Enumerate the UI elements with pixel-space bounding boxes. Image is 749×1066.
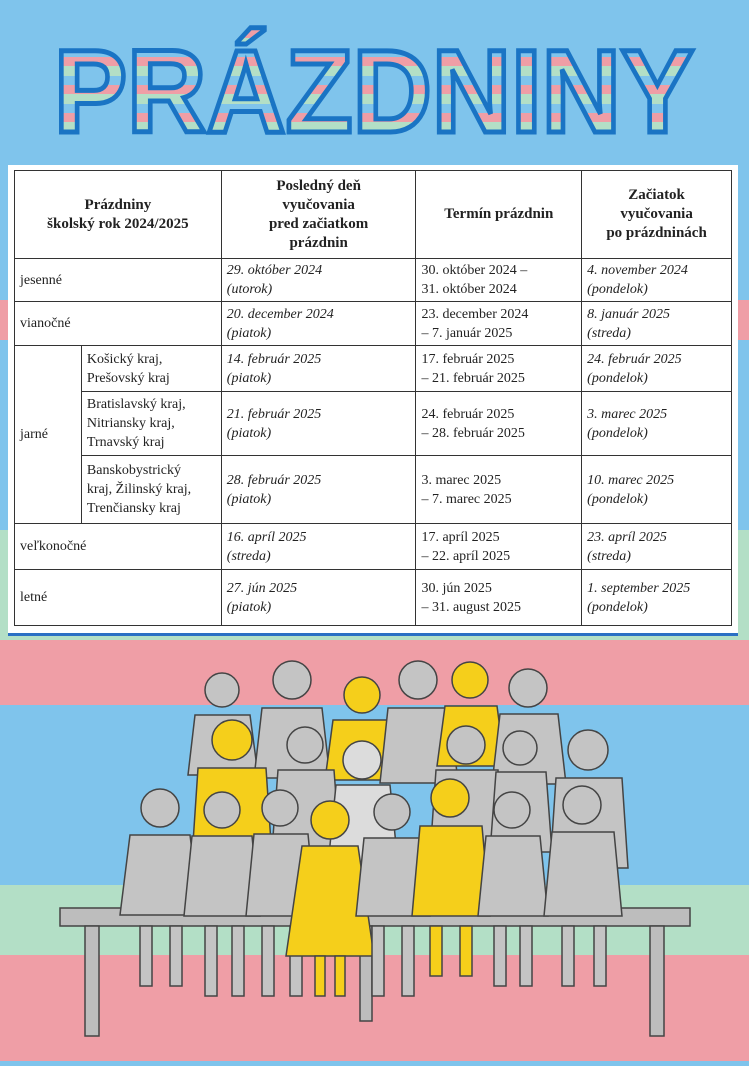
table-header-row [15,171,732,259]
term-cell: 23. december 2024 – 7. január 2025 [416,302,582,346]
children-group-illustration [0,640,749,1061]
table-row [15,259,732,302]
header-last-day: Posledný deň vyučovania pred začiatkom prázdnin [221,171,416,259]
last-day-cell: 27. jún 2025 (piatok) [221,570,416,626]
holiday-name: jarné [15,346,82,524]
holiday-table-panel [8,165,738,636]
start-cell: 4. november 2024 (pondelok) [582,259,732,302]
region-cell: Bratislavský kraj, Nitriansky kraj, Trnavský kraj [81,392,221,456]
holiday-name: jesenné [15,259,222,302]
start-cell: 23. apríl 2025 (streda) [582,524,732,570]
term-cell: 30. október 2024 – 31. október 2024 [416,259,582,302]
term-cell: 30. jún 2025 – 31. august 2025 [416,570,582,626]
region-cell: Banskobystrický kraj, Žilinský kraj, Trenčiansky kraj [81,456,221,524]
start-cell: 1. september 2025 (pondelok) [582,570,732,626]
start-cell: 8. január 2025 (streda) [582,302,732,346]
last-day-cell: 29. október 2024 (utorok) [221,259,416,302]
holiday-name: veľkonočné [15,524,222,570]
table-row [15,346,732,392]
holiday-table [14,170,732,626]
term-cell: 17. február 2025 – 21. február 2025 [416,346,582,392]
term-cell: 24. február 2025 – 28. február 2025 [416,392,582,456]
term-cell: 3. marec 2025 – 7. marec 2025 [416,456,582,524]
table-row [15,302,732,346]
table-row [15,570,732,626]
child-figure [492,669,566,784]
table-row [15,392,732,456]
start-cell: 24. február 2025 (pondelok) [582,346,732,392]
last-day-cell: 14. február 2025 (piatok) [221,346,416,392]
last-day-cell: 28. február 2025 (piatok) [221,456,416,524]
start-cell: 10. marec 2025 (pondelok) [582,456,732,524]
child-figure [254,661,330,778]
term-cell: 17. apríl 2025 – 22. apríl 2025 [416,524,582,570]
title-banner [0,20,749,160]
table-row [15,456,732,524]
header-holidays: Prázdniny školský rok 2024/2025 [15,171,222,259]
header-start: Začiatok vyučovania po prázdninách [582,171,732,259]
region-cell: Košický kraj, Prešovský kraj [81,346,221,392]
page-title: PRÁZDNINY [54,26,694,158]
header-term: Termín prázdnin [416,171,582,259]
holiday-name: vianočné [15,302,222,346]
last-day-cell: 20. december 2024 (piatok) [221,302,416,346]
start-cell: 3. marec 2025 (pondelok) [582,392,732,456]
table-row [15,524,732,570]
holiday-name: letné [15,570,222,626]
last-day-cell: 21. február 2025 (piatok) [221,392,416,456]
last-day-cell: 16. apríl 2025 (streda) [221,524,416,570]
